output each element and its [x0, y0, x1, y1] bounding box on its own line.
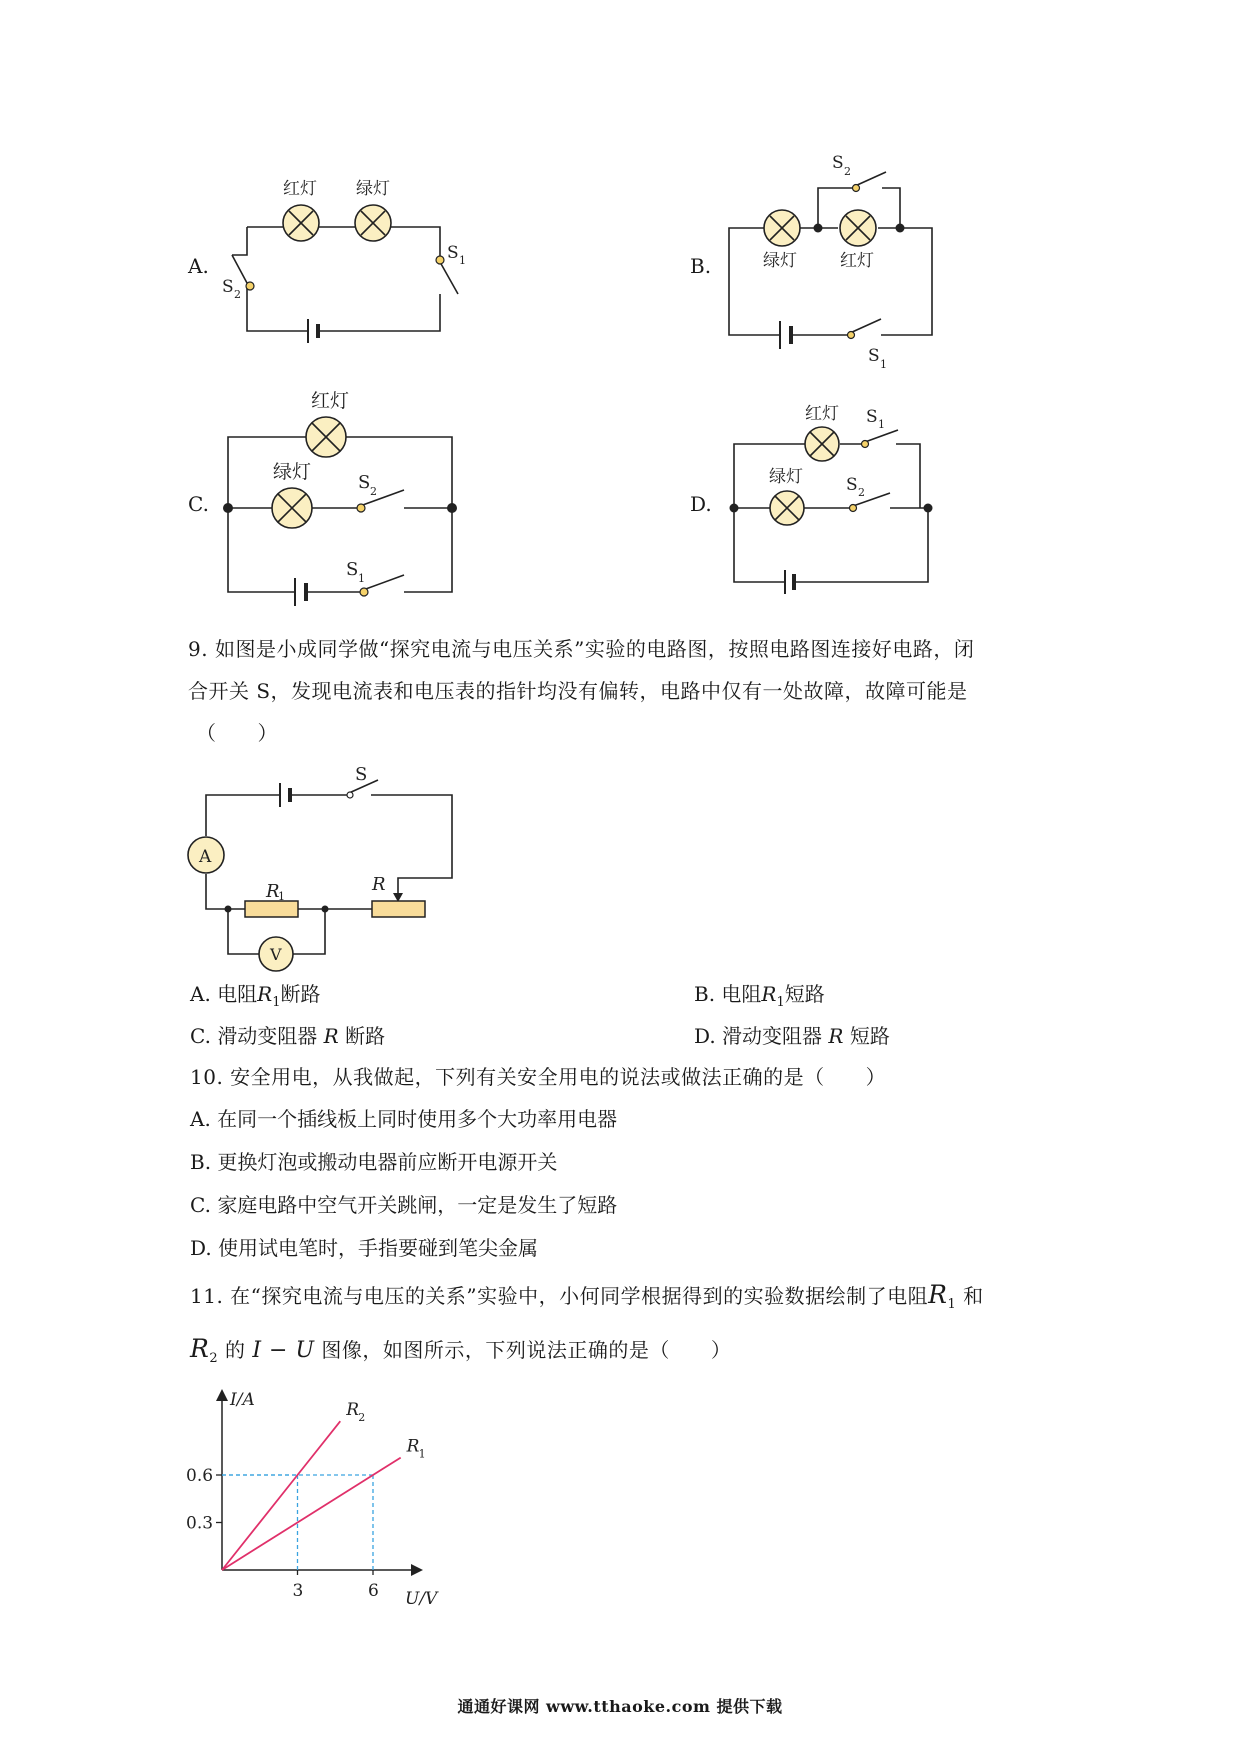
q8-option-d-letter: D.: [690, 492, 712, 516]
y-tick-label: 0.6: [186, 1466, 214, 1486]
voltmeter-icon: [259, 937, 293, 971]
svg-text:S: S: [832, 153, 844, 173]
lamp-label-green: 绿灯: [356, 179, 390, 199]
q9-option-a[interactable]: A. 电阻$R_1$断路: [190, 982, 321, 1010]
svg-text:绿灯: 绿灯: [769, 467, 803, 487]
svg-text:R: R: [372, 874, 386, 895]
svg-text:R: R: [266, 881, 280, 902]
series-label-r2: R: [346, 1400, 360, 1421]
q10-option-b[interactable]: B. 更换灯泡或搬动电器前应断开电源开关: [190, 1150, 558, 1174]
svg-text:1: 1: [358, 572, 365, 585]
svg-text:S: S: [346, 559, 359, 580]
svg-text:S: S: [846, 475, 858, 495]
svg-text:红灯: 红灯: [311, 390, 350, 412]
svg-text:A: A: [199, 847, 212, 867]
svg-text:红灯: 红灯: [805, 404, 839, 424]
svg-text:V: V: [270, 945, 282, 964]
series-line-r1: [222, 1458, 401, 1570]
q9-stem-line1: 9. 如图是小成同学做“探究电流与电压关系”实验的电路图，按照电路图连接好电路，闭: [188, 637, 975, 661]
resistor-r1: [245, 901, 298, 917]
x-tick-label: 6: [368, 1581, 379, 1601]
q9-answer-blank: （ ）: [196, 721, 278, 745]
q9-option-d[interactable]: D. 滑动变阻器 R 短路: [694, 1024, 890, 1048]
q8-option-b-circuit: [720, 145, 960, 375]
ammeter-icon: [188, 837, 224, 873]
x-axis-label: U/V: [405, 1589, 438, 1609]
series-label-r1: R: [406, 1436, 420, 1457]
q9-circuit-diagram: [180, 760, 470, 975]
q8-option-a-letter: A.: [188, 254, 209, 278]
svg-text:绿灯: 绿灯: [763, 251, 797, 271]
lamp-icon: [840, 210, 876, 246]
svg-text:2: 2: [234, 288, 241, 301]
lamp-icon: [306, 417, 346, 457]
q11-stem-line2: $R_2$ 的 I − U 图像，如图所示，下列说法正确的是（ ）: [190, 1334, 732, 1366]
svg-text:S: S: [866, 407, 878, 427]
svg-text:红灯: 红灯: [840, 251, 874, 271]
lamp-icon: [355, 205, 391, 241]
q9-option-c[interactable]: C. 滑动变阻器 R 断路: [190, 1024, 386, 1048]
y-axis-label: I/A: [230, 1390, 255, 1410]
svg-text:绿灯: 绿灯: [273, 461, 312, 483]
q11-iu-chart: [180, 1380, 470, 1615]
y-tick-label: 0.3: [186, 1513, 214, 1534]
svg-text:S: S: [358, 472, 371, 493]
svg-text:1: 1: [278, 890, 285, 903]
q10-stem: 10. 安全用电，从我做起，下列有关安全用电的说法或做法正确的是（ ）: [190, 1065, 887, 1089]
svg-text:1: 1: [459, 254, 466, 267]
lamp-icon: [805, 427, 839, 461]
q8-option-c-circuit: [210, 385, 470, 615]
switch-label-s1: S: [447, 243, 459, 263]
q9-stem-line2: 合开关 S，发现电流表和电压表的指针均没有偏转，电路中仅有一处故障，故障可能是: [188, 679, 968, 703]
svg-text:S: S: [868, 346, 880, 366]
q10-option-c[interactable]: C. 家庭电路中空气开关跳闸，一定是发生了短路: [190, 1193, 618, 1217]
lamp-label-red: 红灯: [283, 179, 317, 199]
series-label-sub: 2: [358, 1411, 366, 1425]
q10-option-d[interactable]: D. 使用试电笔时，手指要碰到笔尖金属: [190, 1236, 539, 1260]
rheostat-r: [372, 901, 425, 917]
q8-option-c-letter: C.: [188, 492, 209, 516]
page-footer: 通通好课网 www.tthaoke.com 提供下载: [457, 1697, 783, 1716]
svg-text:2: 2: [858, 486, 865, 499]
q10-option-a[interactable]: A. 在同一个插线板上同时使用多个大功率用电器: [190, 1107, 618, 1131]
switch-label-s2: S: [222, 277, 234, 297]
q8-option-d-circuit: [720, 395, 950, 595]
svg-text:1: 1: [880, 358, 887, 371]
svg-text:2: 2: [844, 165, 851, 178]
q11-stem-line1: 11. 在“探究电流与电压的关系”实验中，小何同学根据得到的实验数据绘制了电阻$R_1$ 和: [190, 1280, 984, 1312]
lamp-icon: [272, 488, 312, 528]
lamp-icon: [770, 491, 804, 525]
q8-option-b-letter: B.: [690, 254, 712, 278]
svg-text:S: S: [355, 764, 368, 785]
q9-option-b[interactable]: B. 电阻$R_1$短路: [694, 982, 825, 1010]
series-line-r2: [222, 1421, 340, 1570]
q8-option-a-circuit: [200, 170, 480, 350]
series-label-sub: 1: [418, 1447, 426, 1461]
x-tick-label: 3: [292, 1581, 304, 1601]
lamp-icon: [283, 205, 319, 241]
lamp-icon: [764, 210, 800, 246]
svg-text:2: 2: [370, 485, 377, 498]
svg-text:1: 1: [878, 418, 885, 431]
